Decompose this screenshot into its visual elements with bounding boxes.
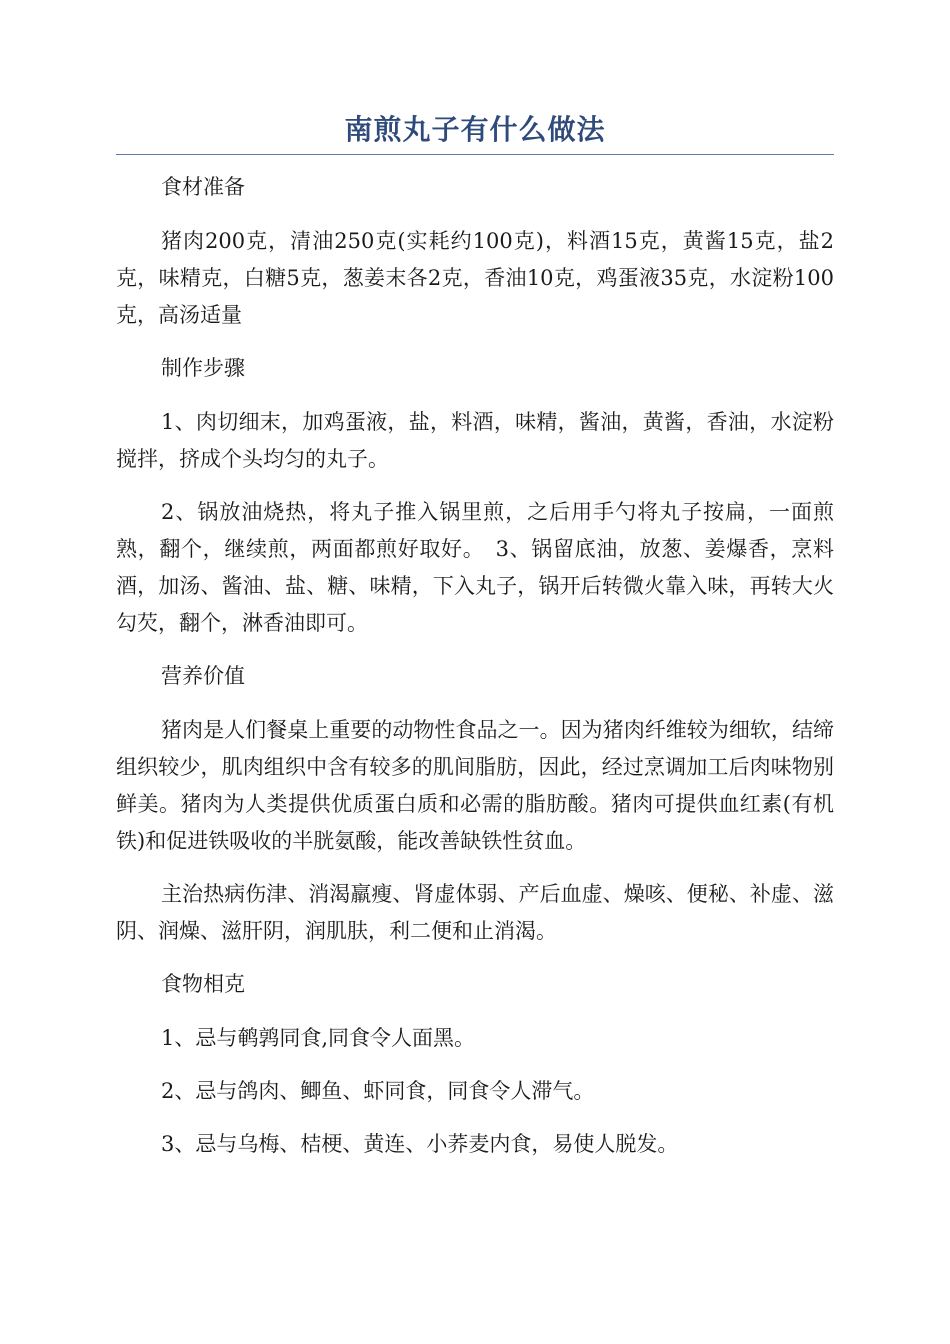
section-heading-nutrition: 营养价值	[161, 664, 245, 688]
conflict-item-2: 2、忌与鸽肉、鲫鱼、虾同食，同食令人滞气。	[161, 1079, 595, 1103]
section-heading-steps: 制作步骤	[161, 356, 245, 380]
nutrition-paragraph-2: 主治热病伤津、消渴羸瘦、肾虚体弱、产后血虚、燥咳、便秘、补虚、滋阴、润燥、滋肝阴，润肌肤，利二便和止消渴。	[116, 882, 834, 943]
title-underline	[116, 154, 834, 155]
step-1-paragraph: 1、肉切细末，加鸡蛋液，盐，料酒，味精，酱油，黄酱，香油，水淀粉搅拌，挤成个头均匀的丸子。	[116, 410, 834, 471]
nutrition-paragraph-1: 猪肉是人们餐桌上重要的动物性食品之一。因为猪肉纤维较为细软，结缔组织较少，肌肉组织中含有较多的肌间脂肪，因此，经过烹调加工后肉味物别鲜美。猪肉为人类提供优质蛋白质和必需的脂肪酸。猪肉可提供血红素(有机铁)和促进铁吸收的半胱氨酸，能改善缺铁性贫血。	[116, 718, 834, 853]
document-page	[116, 108, 834, 1179]
ingredients-paragraph: 猪肉200克，清油250克(实耗约100克)，料酒15克，黄酱15克，盐2克，味精克，白糖5克，葱姜末各2克，香油10克，鸡蛋液35克，水淀粉100克，高汤适量	[116, 229, 834, 327]
page-title: 南煎丸子有什么做法	[344, 113, 606, 146]
conflict-item-3: 3、忌与乌梅、桔梗、黄连、小荞麦内食，易使人脱发。	[161, 1132, 679, 1156]
conflict-item-1: 1、忌与鹌鹑同食,同食令人面黑。	[161, 1026, 476, 1050]
step-2-3-paragraph: 2、锅放油烧热，将丸子推入锅里煎，之后用手勺将丸子按扁，一面煎熟，翻个，继续煎，两面都煎好取好。 3、锅留底油，放葱、姜爆香，烹料酒，加汤、酱油、盐、糖、味精，下入丸子，锅开后转微火靠入味，再转大火勾芡，翻个，淋香油即可。	[116, 500, 834, 635]
section-heading-ingredients: 食材准备	[161, 175, 245, 199]
section-heading-conflicts: 食物相克	[161, 972, 245, 996]
